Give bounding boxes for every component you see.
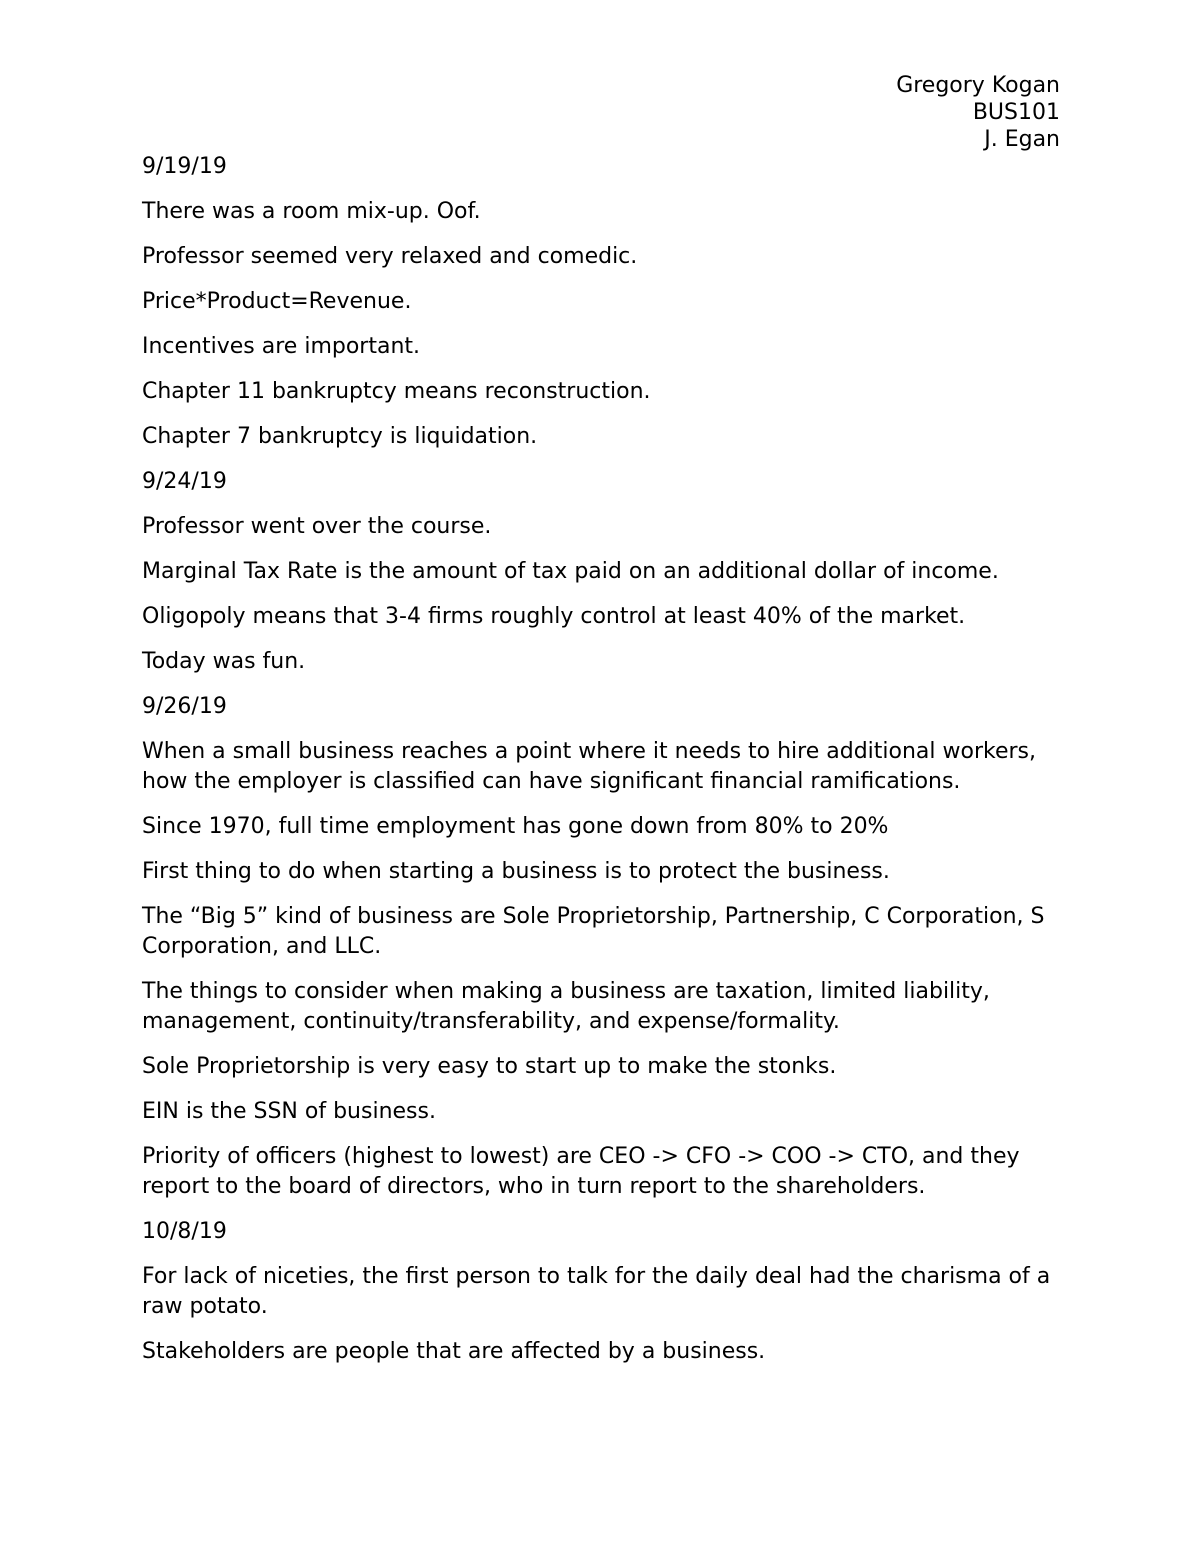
note-paragraph: Professor seemed very relaxed and comedic.	[142, 244, 638, 269]
date-heading: 9/19/19	[142, 154, 227, 179]
note-paragraph: Oligopoly means that 3-4 firms roughly control at least 40% of the market.	[142, 604, 966, 629]
author-name: Gregory Kogan	[896, 73, 1060, 98]
note-paragraph: Chapter 7 bankruptcy is liquidation.	[142, 424, 538, 449]
note-paragraph: EIN is the SSN of business.	[142, 1099, 436, 1124]
note-paragraph: First thing to do when starting a business is to protect the business.	[142, 859, 890, 884]
note-paragraph: Incentives are important.	[142, 334, 421, 359]
note-paragraph: Sole Proprietorship is very easy to start up to make the stonks.	[142, 1054, 837, 1079]
note-paragraph: Professor went over the course.	[142, 514, 492, 539]
note-paragraph: Since 1970, full time employment has gone down from 80% to 20%	[142, 814, 889, 839]
note-paragraph: Priority of officers (highest to lowest) are CEO -> CFO -> COO -> CTO, and they report to the board of directors, who in turn report to the shareholders.	[142, 1144, 1020, 1199]
course-code: BUS101	[972, 100, 1060, 125]
note-paragraph: When a small business reaches a point where it needs to hire additional workers, how the employer is classified can have significant financial ramifications.	[142, 739, 1036, 794]
date-heading: 9/26/19	[142, 694, 227, 719]
note-paragraph: Price*Product=Revenue.	[142, 289, 412, 314]
note-paragraph: Marginal Tax Rate is the amount of tax paid on an additional dollar of income.	[142, 559, 999, 584]
date-heading: 10/8/19	[142, 1219, 227, 1244]
note-paragraph: Stakeholders are people that are affected by a business.	[142, 1339, 766, 1364]
notes-body	[142, 152, 1067, 1382]
note-paragraph: Today was fun.	[142, 649, 306, 674]
instructor-name: J. Egan	[984, 127, 1060, 152]
note-paragraph: Chapter 11 bankruptcy means reconstruction.	[142, 379, 651, 404]
note-paragraph: There was a room mix-up. Oof.	[142, 199, 481, 224]
note-paragraph: The things to consider when making a business are taxation, limited liability, management, continuity/transferability, and expense/formality.	[142, 979, 990, 1034]
note-paragraph: For lack of niceties, the first person to talk for the daily deal had the charisma of a raw potato.	[142, 1264, 1051, 1319]
date-heading: 9/24/19	[142, 469, 227, 494]
document-header	[896, 72, 1060, 153]
note-paragraph: The “Big 5” kind of business are Sole Proprietorship, Partnership, C Corporation, S Corporation, and LLC.	[142, 904, 1045, 959]
